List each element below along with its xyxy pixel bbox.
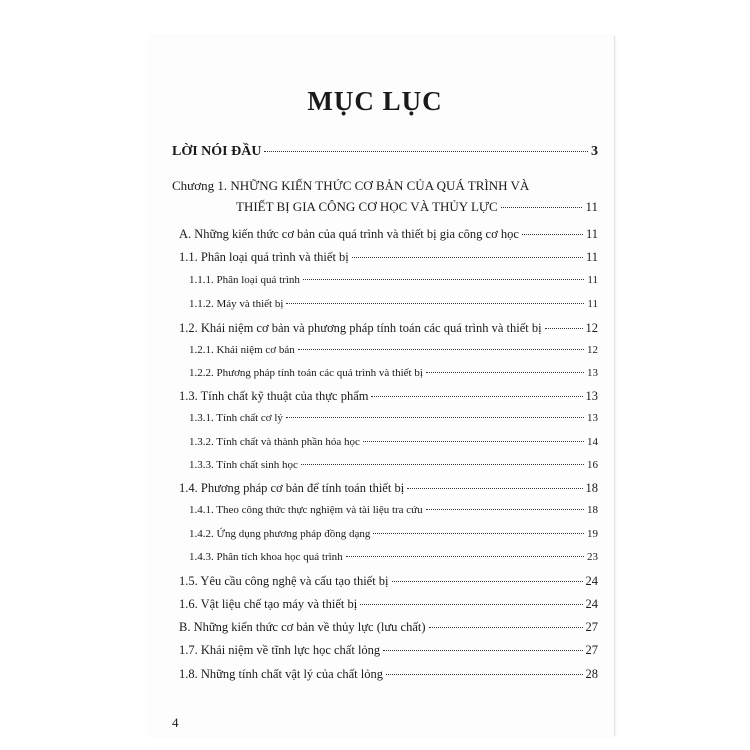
- toc-entry[interactable]: [179, 227, 598, 242]
- toc-entry-page: 18: [585, 481, 598, 495]
- leader-dots: [371, 396, 582, 397]
- toc-entry-label: 1.3.2. Tính chất và thành phần hóa học: [189, 436, 360, 448]
- toc-entry-label: 1.1. Phân loại quá trình và thiết bị: [179, 250, 349, 264]
- toc-entry-preface[interactable]: [172, 144, 598, 160]
- leader-dots: [426, 509, 584, 510]
- toc-entry[interactable]: [189, 551, 598, 563]
- toc-entry-page: 11: [587, 274, 598, 286]
- toc-entry[interactable]: [189, 298, 598, 310]
- toc-entry-label: 1.3.3. Tính chất sinh học: [189, 459, 298, 471]
- leader-dots: [373, 533, 584, 534]
- toc-entry-label: 1.1.2. Máy và thiết bị: [189, 298, 284, 310]
- toc-entry[interactable]: [189, 459, 598, 471]
- toc-entry-label: 1.2.1. Khái niệm cơ bản: [189, 344, 295, 356]
- toc-entry-page: 19: [587, 528, 598, 540]
- leader-dots: [545, 328, 583, 329]
- toc-entry-label: 1.4. Phương pháp cơ bản để tính toán thiết bị: [179, 481, 405, 495]
- toc-entry[interactable]: [179, 250, 598, 265]
- leader-dots: [426, 372, 584, 373]
- toc-entry[interactable]: [179, 389, 598, 404]
- toc-entry-label: 1.5. Yêu cầu công nghệ và cấu tạo thiết bị: [179, 574, 389, 588]
- toc-entry-label: 1.7. Khái niệm về tĩnh lực học chất lỏng: [179, 643, 381, 657]
- toc-entry-page: 24: [585, 574, 598, 588]
- toc-entry[interactable]: [179, 620, 598, 635]
- leader-dots: [303, 279, 585, 280]
- toc-entry-chapter[interactable]: [236, 199, 598, 215]
- chapter-heading-line1[interactable]: Chương 1. NHỮNG KIẾN THỨC CƠ BẢN CỦA QUÁ TRÌNH VÀ: [172, 178, 530, 193]
- toc-entry-page: 27: [585, 620, 598, 634]
- leader-dots: [383, 650, 582, 651]
- toc-entry-label: A. Những kiến thức cơ bản của quá trình và thiết bị gia công cơ học: [179, 227, 519, 241]
- toc-entry-page: 11: [585, 199, 598, 214]
- toc-entry-label: 1.3.1. Tính chất cơ lý: [189, 412, 283, 424]
- toc-entry-page: 11: [585, 250, 598, 264]
- leader-dots: [392, 581, 583, 582]
- toc-entry-page: 12: [585, 321, 598, 335]
- toc-entry-label: THIẾT BỊ GIA CÔNG CƠ HỌC VÀ THỦY LỰC: [236, 199, 498, 214]
- leader-dots: [360, 604, 582, 605]
- toc-entry-page: 27: [585, 643, 598, 657]
- toc-entry-label: 1.4.1. Theo công thức thực nghiệm và tài liệu tra cứu: [189, 504, 423, 516]
- toc-entry-page: 11: [587, 298, 598, 310]
- leader-dots: [346, 556, 584, 557]
- toc-entry[interactable]: [179, 667, 598, 682]
- toc-entry-page: 23: [587, 551, 598, 563]
- toc-entry[interactable]: [189, 528, 598, 540]
- toc-entry[interactable]: [179, 597, 598, 612]
- toc-entry[interactable]: [179, 481, 598, 496]
- toc-entry-page: 16: [587, 459, 598, 471]
- leader-dots: [286, 417, 584, 418]
- page-number: 4: [172, 715, 179, 730]
- toc-entry[interactable]: [179, 574, 598, 589]
- toc-entry[interactable]: [189, 274, 598, 286]
- toc-entry-label: 1.2.2. Phương pháp tính toán các quá trình và thiết bị: [189, 367, 423, 379]
- leader-dots: [407, 488, 582, 489]
- leader-dots: [264, 151, 588, 152]
- toc-entry-page: 28: [585, 667, 598, 681]
- leader-dots: [363, 441, 584, 442]
- toc-entry-label: 1.2. Khái niệm cơ bản và phương pháp tính toán các quá trình và thiết bị: [179, 321, 542, 335]
- toc-entry[interactable]: [179, 321, 598, 336]
- toc-entry-page: 13: [587, 412, 598, 424]
- toc-entry-page: 13: [587, 367, 598, 379]
- toc-entry-label: B. Những kiến thức cơ bản về thủy lực (lưu chất): [179, 620, 426, 634]
- toc-entry[interactable]: [189, 436, 598, 448]
- leader-dots: [352, 257, 583, 258]
- toc-entry-page: 18: [587, 504, 598, 516]
- leader-dots: [301, 464, 584, 465]
- toc-entry-page: 12: [587, 344, 598, 356]
- toc-entry-page: 14: [587, 436, 598, 448]
- toc-entry[interactable]: [189, 504, 598, 516]
- leader-dots: [386, 674, 583, 675]
- toc-entry[interactable]: [189, 344, 598, 356]
- leader-dots: [429, 627, 583, 628]
- toc-entry-label: 1.6. Vật liệu chế tạo máy và thiết bị: [179, 597, 358, 611]
- toc-entry[interactable]: [179, 643, 598, 658]
- toc-entry-label: 1.4.2. Ứng dụng phương pháp đồng dạng: [189, 528, 371, 540]
- toc-entry[interactable]: [189, 367, 598, 379]
- toc-entry-label: 1.4.3. Phân tích khoa học quá trình: [189, 551, 343, 563]
- toc-entry-label: LỜI NÓI ĐẦU: [172, 144, 262, 159]
- toc-entry-label: 1.1.1. Phân loại quá trình: [189, 274, 300, 286]
- leader-dots: [522, 234, 583, 235]
- toc-entry-label: 1.8. Những tính chất vật lý của chất lỏng: [179, 667, 383, 681]
- leader-dots: [286, 303, 584, 304]
- toc-entry-page: 11: [585, 227, 598, 241]
- toc-title: MỤC LỤC: [307, 86, 443, 116]
- toc-entry-page: 13: [585, 389, 598, 403]
- toc-entry[interactable]: [189, 412, 598, 424]
- toc-entry-page: 3: [591, 144, 598, 159]
- toc-entry-label: 1.3. Tính chất kỹ thuật của thực phẩm: [179, 389, 369, 403]
- leader-dots: [501, 207, 583, 208]
- toc-entry-page: 24: [585, 597, 598, 611]
- leader-dots: [298, 349, 584, 350]
